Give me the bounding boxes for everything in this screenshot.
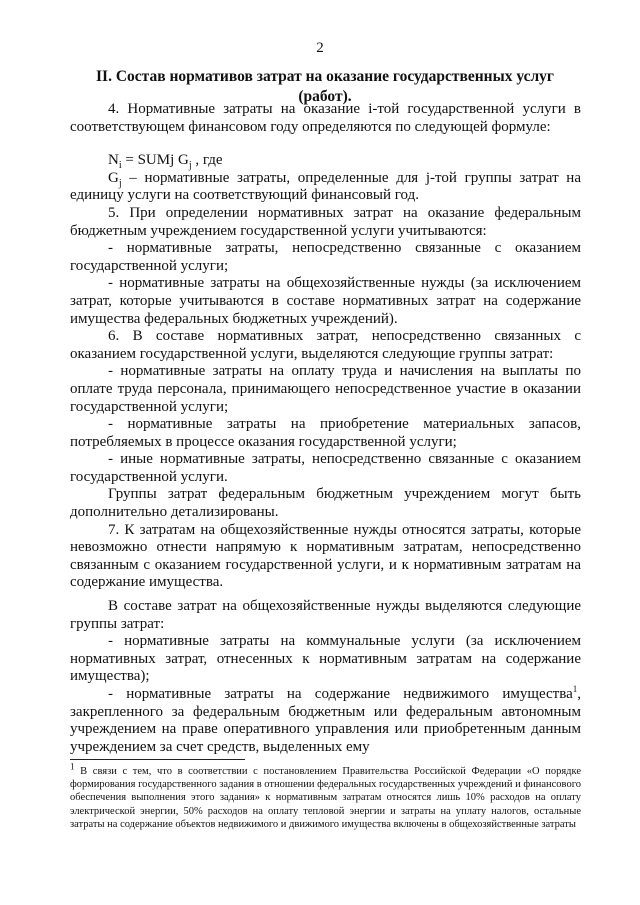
paragraph-7-groups: В составе затрат на общехозяйственные нужды выделяются следующие группы затрат: [70,598,581,632]
formula-n: N [108,152,119,169]
footnote-separator [70,759,245,760]
paragraph-7-item-2-start: - нормативные затраты на содержание недвижимого имущества [108,686,573,702]
page-number: 2 [316,40,324,56]
formula-n-subscript: i [118,160,122,172]
document-body [70,101,581,756]
paragraph-7-item-2 [70,686,581,756]
paragraph-5: 5. При определении нормативных затрат на оказание федеральным бюджетным учреждением государственной услуги учитываются: [70,204,581,239]
paragraph-6: 6. В составе нормативных затрат, непосредственно связанных с оказанием государственной услуги, выделяются следующие группы затрат: [70,328,581,362]
formula-mid: = SUMj G [121,152,189,169]
paragraph-6-note: Группы затрат федеральным бюджетным учреждением могут быть дополнительно детализированы. [70,486,581,521]
paragraph-6-item-3: - иные нормативные затраты, непосредственно связанные с оказанием государственной услуги. [70,451,581,485]
gj-symbol: G [108,169,119,186]
paragraph-5-item-2: - нормативные затраты на общехозяйственные нужды (за исключением затрат, которые учитываются в составе нормативных затрат на содержание имущества федеральных бюджетных учреждений). [70,275,581,327]
gj-definition-text: – нормативные затраты, определенные для j-той группы затрат на единицу услуги на соответствующий финансовый год. [70,169,581,204]
footnote-reference: 1 [572,684,578,694]
paragraph-5-item-1: - нормативные затраты, непосредственно связанные с оказанием государственной услуги; [70,240,581,274]
footnote-marker: 1 [70,761,75,772]
footnote [70,761,581,831]
paragraph-6-item-1: - нормативные затраты на оплату труда и начисления на выплаты по оплате труда персонала, принимающего непосредственное участие в оказании государственной услуги; [70,363,581,415]
footnote-text: В связи с тем, что в соответствии с постановлением Правительства Российской Федерации «О порядке формирования государственного задания в отношении федеральных государственных учреждений и финансового обеспечения выполнения этого задания» к нормативным затратам относятся лишь 10% расходов на оплату электрической энергии, 50% расходов на оплату тепловой энергии и затраты на уплату налогов, остальные затраты на содержание объектов недвижимого и движимого имущества включены в общехозяйственные затраты [70,766,581,830]
formula-tail: , где [191,152,223,169]
formula [70,152,581,170]
paragraph-7: 7. К затратам на общехозяйственные нужды относятся затраты, которые невозможно отнести напрямую к нормативным затратам, непосредственно связанным с оказанием государственной услуги, и к нормативным затратам на содержание имущества. [70,521,581,591]
paragraph-7-item-1: - нормативные затраты на коммунальные услуги (за исключением нормативных затрат, отнесенных к нормативным затратам на содержание имущества); [70,633,581,685]
formula-g-subscript: j [188,160,192,172]
gj-definition [70,170,581,205]
gj-subscript: j [118,177,122,189]
paragraph-4: 4. Нормативные затраты на оказание i-той государственной услуги в соответствующем финансовом году определяются по следующей формуле: [70,101,581,135]
paragraph-7-item-2-rest: , закрепленного за федеральным бюджетным или федеральным автономным учреждением на праве оперативного управления или приобретенным данным учреждением за счет средств, выделенных ему [70,686,581,755]
paragraph-6-item-2: - нормативные затраты на приобретение материальных запасов, потребляемых в процессе оказания государственной услуги; [70,416,581,450]
section-heading: II. Состав нормативов затрат на оказание государственных услуг (работ). [96,68,554,105]
